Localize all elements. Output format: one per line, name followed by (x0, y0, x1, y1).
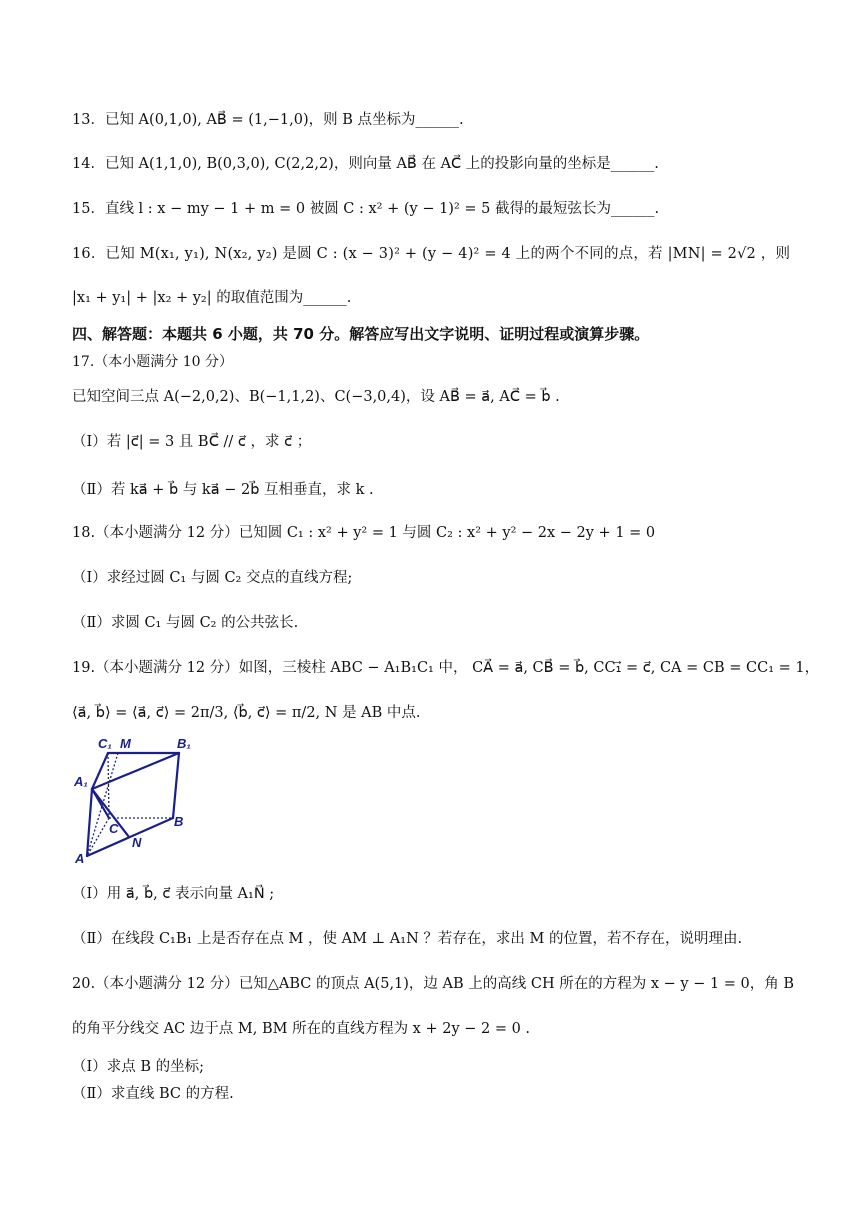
question-19-stem-line-1: 19.（本小题满分 12 分）如图，三棱柱 ABC − A₁B₁C₁ 中， CA⃗ = a⃗, CB⃗ = b⃗, CC₁⃗ = c⃗, CA = CB = CC₁ = 1， (72, 660, 820, 676)
question-14: 14．已知 A(1,1,0), B(0,3,0), C(2,2,2)，则向量 AB⃗ 在 AC⃗ 上的投影向量的坐标是______. (72, 156, 659, 172)
label-a1: A₁ (74, 774, 88, 789)
question-20-part-2: （Ⅱ）求直线 BC 的方程. (72, 1086, 234, 1102)
question-17-stem: 已知空间三点 A(−2,0,2)、B(−1,1,2)、C(−3,0,4)，设 AB⃗ = a⃗, AC⃗ = b⃗ . (72, 389, 560, 405)
label-b1: B₁ (177, 736, 191, 751)
question-17-part-2: （Ⅱ）若 ka⃗ + b⃗ 与 ka⃗ − 2b⃗ 互相垂直，求 k . (72, 482, 374, 498)
question-17-header: 17.（本小题满分 10 分） (72, 354, 233, 370)
question-19-part-1: （Ⅰ）用 a⃗, b⃗, c⃗ 表示向量 A₁N⃗ ; (72, 886, 275, 902)
question-15: 15．直线 l : x − my − 1 + m = 0 被圆 C : x² + (y − 1)² = 5 截得的最短弦长为______. (72, 201, 660, 217)
question-18-part-1: （Ⅰ）求经过圆 C₁ 与圆 C₂ 交点的直线方程; (72, 570, 353, 586)
prism-figure (72, 733, 202, 865)
label-m: M (120, 736, 131, 751)
question-16-line-2: |x₁ + y₁| + |x₂ + y₂| 的取值范围为______. (72, 290, 352, 306)
question-20-stem-line-2: 的角平分线交 AC 边于点 M, BM 所在的直线方程为 x + 2y − 2 = 0 . (72, 1021, 531, 1037)
label-a: A (75, 851, 85, 865)
question-20-part-1: （Ⅰ）求点 B 的坐标; (72, 1059, 204, 1075)
label-c1: C₁ (98, 736, 112, 751)
question-13: 13．已知 A(0,1,0), AB⃗ = (1,−1,0)，则 B 点坐标为______. (72, 112, 464, 128)
question-20-stem-line-1: 20.（本小题满分 12 分）已知△ABC 的顶点 A(5,1)，边 AB 上的高线 CH 所在的方程为 x − y − 1 = 0，角 B (72, 976, 795, 992)
question-18-stem: 18.（本小题满分 12 分）已知圆 C₁ : x² + y² = 1 与圆 C₂ : x² + y² − 2x − 2y + 1 = 0 (72, 525, 656, 541)
label-b: B (174, 814, 184, 829)
question-19-stem-line-2: ⟨a⃗, b⃗⟩ = ⟨a⃗, c⃗⟩ = 2π/3, ⟨b⃗, c⃗⟩ = π/2, N 是 AB 中点. (72, 705, 421, 721)
question-16-line-1: 16．已知 M(x₁, y₁), N(x₂, y₂) 是圆 C : (x − 3)² + (y − 4)² = 4 上的两个不同的点，若 |MN| = 2√2 ，则 (72, 246, 791, 262)
question-17-part-1: （Ⅰ）若 |c⃗| = 3 且 BC⃗ // c⃗ ，求 c⃗ ； (72, 434, 312, 450)
question-19-part-2: （Ⅱ）在线段 C₁B₁ 上是否存在点 M ，使 AM ⊥ A₁N ？若存在，求出 M 的位置，若不存在，说明理由. (72, 931, 743, 947)
question-18-part-2: （Ⅱ）求圆 C₁ 与圆 C₂ 的公共弦长. (72, 615, 299, 631)
label-c: C (109, 821, 119, 836)
section-4-heading: 四、解答题：本题共 6 小题，共 70 分。解答应写出文字说明、证明过程或演算步骤。 (72, 325, 650, 343)
label-n: N (132, 835, 142, 850)
